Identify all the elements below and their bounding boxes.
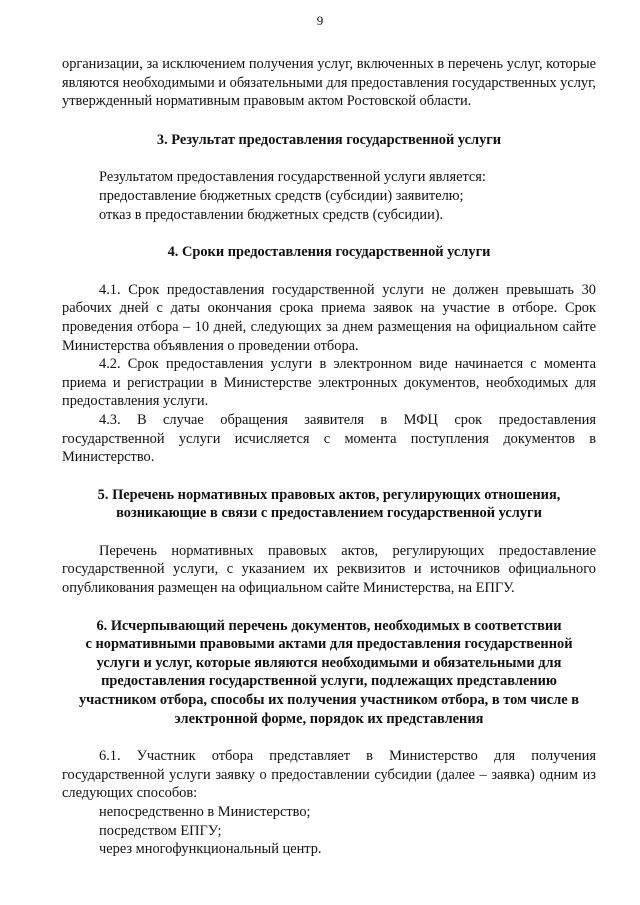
intro-paragraph: организации, за исключением получения услуг, включенных в перечень услуг, которые являются необходимыми и обязательными для предоставления государственных услуг, утвержденный нормативным правовым актом Ростовской области. (62, 56, 596, 110)
section-4-paragraph-1: 4.1. Срок предоставления государственной услуги не должен превышать 30 рабочих дней с даты окончания срока приема заявок на участие в отборе. Срок проведения отбора – 10 дней, следующих за днем размещения на официальном сайте Министерства объявления о проведении отбора. (62, 281, 596, 354)
section-6-title-line-2: с нормативными правовыми актами для предоставления государственной (85, 636, 573, 653)
section-6-title-line-4: предоставления государственной услуги, подлежащих представлению (101, 673, 557, 690)
page-number: 9 (316, 13, 324, 28)
document-body (62, 0, 596, 859)
section-4-paragraph-2: 4.2. Срок предоставления услуги в электронном виде начинается с момента приема и регистрации в Министерстве электронных документов, необходимых для предоставления услуги. (62, 356, 596, 410)
section-6-title-line-1: 6. Исчерпывающий перечень документов, необходимых в соответствии (96, 617, 562, 634)
section-4-paragraph-3: 4.3. В случае обращения заявителя в МФЦ срок предоставления государственной услуги исчисляется с момента поступления документов в Министерство. (62, 411, 596, 466)
section-3-line-3: отказ в предоставлении бюджетных средств (субсидии). (99, 206, 444, 223)
section-3-line-1: Результатом предоставления государственной услуги является: (99, 169, 486, 186)
section-5-paragraph-1: Перечень нормативных правовых актов, регулирующих предоставление государственной услуги, с указанием их реквизитов и источников официального опубликования размещен на официальном сайте Министерства, на ЕПГУ. (62, 542, 596, 597)
section-6-item-2: посредством ЕПГУ; (99, 822, 222, 839)
section-6-title-line-3: услуги и услуг, которые являются необходимыми и обязательными для (96, 654, 562, 671)
section-6-item-1: непосредственно в Министерство; (99, 804, 311, 820)
section-3-line-2: предоставление бюджетных средств (субсидии) заявителю; (99, 187, 464, 204)
section-5-title-line-2: возникающие в связи с предоставлением государственной услуги (116, 505, 542, 522)
section-6-title-line-5: участником отбора, способы их получения участником отбора, в том числе в (78, 692, 580, 709)
section-6-title-line-6: электронной форме, порядок их представления (174, 710, 484, 727)
section-6-paragraph-1: 6.1. Участник отбора представляет в Министерство для получения государственной услуги заявку о предоставлении субсидии (далее – заявка) одним из следующих способов: (62, 748, 596, 802)
section-6-item-3: через многофункциональный центр. (99, 841, 322, 858)
section-3-title: 3. Результат предоставления государственной услуги (156, 131, 502, 148)
section-4-title: 4. Сроки предоставления государственной услуги (167, 244, 491, 261)
section-5-title-line-1: 5. Перечень нормативных правовых актов, регулирующих отношения, (97, 486, 561, 503)
